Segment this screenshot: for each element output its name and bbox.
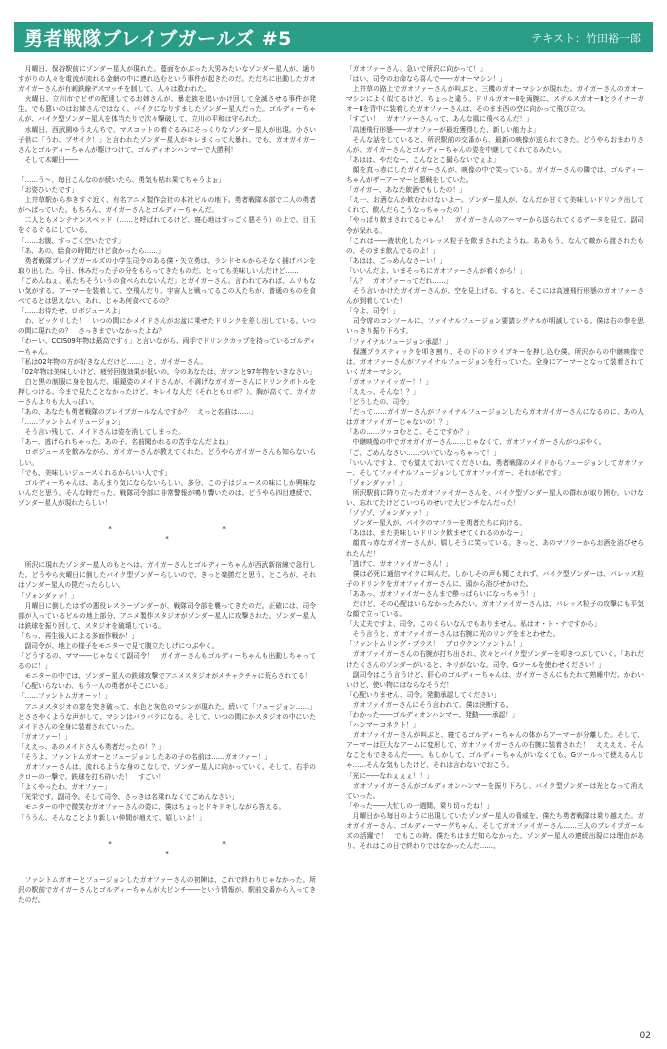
paragraph: 所沢駅前に降り立ったガオファイガーさんを、バイク型ゾンダー星人の群れが取り囲む。いけない、忘れてたけどこいつらのせいで大ピンチなんだった！ bbox=[346, 488, 644, 508]
paragraph: 「02年物は美味しいけど、疲労回復効果が低いの。今のあなたは、ガツンと97年物をいきなさい」 bbox=[18, 367, 316, 376]
paragraph: 僕は必死に通信マイクに叫んだ。しかしその声も聞こえれず、バイク型ゾンダーは、パレッス粒子のドリンクをガオファイガーさんに、頭から浴びせかけた。 bbox=[346, 569, 644, 588]
paragraph: 副司令はこう言うけど、肝心のゴルディーちゃんは、ガイガーさんにもたれて熟睡中だ。かわいいけど、使い物にはならなそうだ！ bbox=[346, 670, 644, 689]
paragraph: 保護プラスティックを叩き割り、その下のドライブキーを押し込む僕。所沢からの中継映像では、ガオファーさんがファイナルフュージョンを行っていた。全身にアーマーとなって装着されていくガオーマシン。 bbox=[346, 347, 644, 376]
paragraph: わ、ビックリした！ いつの間にかメイドさんがお盆に乗せたドリンクを差し出している。いつの間に現れたの？ さっきまでいなかったよね？ bbox=[18, 317, 316, 336]
paragraph: 「わーい、CCIS09年物は最高ですぅ」と言いながら、両手でドリンクカップを持っているゴルディーちゃん。 bbox=[18, 337, 316, 356]
paragraph: 「……お待たせ、ロボジュースよ」 bbox=[18, 307, 125, 316]
paragraph: 上井草駅から歩きすぐ近く、有名アニメ製作会社の本社ビルの地下。勇者戦隊本部で二人の勇者がへばっていた。もちろん、ガイガーさんとゴルディーちゃんだ。 bbox=[18, 196, 316, 215]
paragraph: そして木曜日―― bbox=[18, 155, 79, 164]
paragraph: 中継映像の中でガオガイガーさん……じゃなくて、ガオファイガーさんがつぶやく。 bbox=[346, 438, 606, 447]
paragraph-gap bbox=[18, 550, 316, 560]
paragraph: そう言うと、ガオファイガーさんは右腕に光のリングをまとわせた。 bbox=[346, 630, 560, 639]
paragraph: 「ゾゾゾ、ゾォンダァァ！」 bbox=[346, 509, 432, 518]
paragraph: 「ううん、そんなことより新しい仲間が増えて、嬉しいよ！」 bbox=[18, 813, 206, 822]
paragraph: 「ごめんねぇ、私たちそういうの食べられないんだ」とガイガーさん。言われてみれば、ムリもない気がする。アーマーを装着して、空飛んだり、宇宙人と戦ってるこの人たちが、普通のものを食べてるとは思えない。あれ、じゃあ何食べてるの？ bbox=[18, 276, 316, 306]
paragraph: 二人ともメンテナンスベッド（……と呼ばれてるけど、寝心地はすっごく悪そう）の上で、目玉をぐるぐるにしている。 bbox=[18, 216, 316, 235]
paragraph: 火曜日、立川市でピザの配達してるお姉さんが、暴走族を追いかけ回して全滅させる事件が発生。でも悪いのはお姉さんではなく、バイクになりすましたゾンダー星人だった。ゴルディーちゃんが、バイク型ゾンダー星人を体当たりで次々撃破して、立川の平和は守られた。 bbox=[18, 95, 316, 124]
paragraph: 「光に――なれぇぇぇ！！」 bbox=[346, 771, 433, 780]
page-title: 勇者戦隊ブレイブガールズ #5 bbox=[24, 28, 292, 50]
paragraph: 「ああっ、ガオファイガーさんまで酔っぱらいになっちゃう！」 bbox=[346, 589, 540, 598]
paragraph: 「やっぱり飲まされてるじゃん！ ガイガーさんのアーマーから送られてくるデータを見て、副司令が呆れる。 bbox=[346, 216, 644, 235]
paragraph: 「高速飛行形態――ガオファーが最近獲得した、新しい能力よ」 bbox=[346, 125, 540, 134]
paragraph: 「あの、あなたも勇者戦隊のブレイブガールなんですか？ えっと名前は……」 bbox=[18, 408, 258, 417]
paragraph: そう言い残して、メイドさんは姿を消してしまった。 bbox=[18, 428, 185, 437]
paragraph: 月曜日に倒したはずの悪役レスラーゾンダーが、戦隊司令部を襲ってきたのだ。正確には、司令部が入っているビルの地上部分、アニメ製作スタジオがゾンダー星人に攻撃された。ゾンダー星人は鉄球を振り回して、スタジオを破壊している。 bbox=[18, 601, 316, 630]
title-banner bbox=[14, 22, 653, 52]
paragraph: 「今よ、司令！」 bbox=[346, 307, 400, 316]
paragraph: 「逃げて、ガオファイガーさん！」 bbox=[346, 559, 453, 568]
paragraph: 「ファイナルフュージョン承認！」 bbox=[346, 337, 452, 346]
paragraph: 顔を真っ赤にしたガイガーさんが、映像の中で笑っている。ガイガーさんの隣では、ゴルディーちゃんがザーアーマーと悪戦をしていた。 bbox=[346, 165, 644, 185]
paragraph: ファントムガオーとフュージョンしたガオファーさんの初陣は、これで終わりじゃなかった。所沢の駅前でガイガーさんとゴルディーちゃんが大ピンチ――という情報が、駅前交番から入ってきたのだ。 bbox=[18, 875, 316, 905]
paragraph: 「あはは、やだなー、こんなとこ撮らないでぇよ」 bbox=[346, 155, 500, 164]
paragraph: 「え一、お酒なんか飲むわけないよー。ゾンダー星人が、なんだか甘くて美味しいドリンク出してくれて、飲んだらこうなっちゃったの！」 bbox=[346, 196, 644, 215]
paragraph: そんな話をしていると、所沢駅前の交番から、最新の映像が送られてきた。どうやらおまわりさんが、ガイガーさんとゴルディーちゃんの姿を中継してくれてるみたい。 bbox=[346, 135, 644, 154]
paragraph: 「すごい！ ガオファーさんって、あんな風に飛べるんだ！」 bbox=[346, 115, 533, 124]
paragraph: 「ゾォンダァァ！」 bbox=[18, 591, 78, 600]
paragraph: 「ええっ、そんな！？」 bbox=[346, 388, 420, 396]
author-credit: テキスト：竹田裕一郎 bbox=[531, 32, 641, 45]
paragraph: 「……ファントムガオーッ！」 bbox=[18, 692, 112, 701]
paragraph: 水曜日、西武園ゆうえんちで、マスコットの着ぐるみにそっくりなゾンダー星人が出現。小さい子供に「うわ、ブサイク！」と言われたゾンダー星人がキレまくって大暴れ。でも、ガオガイガーさんとゴルディーちゃんが駆けつけて、ゴルディオンハンマーで大勝利！ bbox=[18, 125, 316, 154]
paragraph: 白と黒の制服に身を包んだ、眼鏡姿のメイドさんが、不満げなガイガーさんにドリンクボトルを押しつける。今まで見たことなかったけど、キレイな人だ（それともロボ？）。胸が高くて、ガイガーさんよりも大人っぽい。 bbox=[18, 377, 316, 406]
paragraph: 「お姿ひいたです」 bbox=[18, 186, 79, 195]
paragraph: 「あの……ツッコむとこ、そこですか？」 bbox=[346, 428, 473, 437]
paragraph: 所沢に現れたゾンダー星人のもとへは、ガイガーさんとゴルディーちゃんが西武新宿線で急行した。どうやら火曜日に倒したバイク型ゾンダーらしいので、きっと楽勝だと思う。ところが、それはゾンダー星人の罠だったらしい。 bbox=[18, 561, 316, 590]
paragraph: ゾンダー星人が、パイクのマフラーを勇者たちに向ける。 bbox=[346, 519, 527, 528]
paragraph-gap bbox=[18, 508, 316, 518]
paragraph: 「……ファントムイリュージョン」 bbox=[18, 418, 125, 427]
paragraph: 「あー、逃げられちゃった。あの子、名前聞かれるの苦手なんだよね」 bbox=[18, 438, 232, 447]
paragraph: 「心配いらないわ、もう一人の勇者がそこにいる」 bbox=[18, 682, 172, 691]
paragraph: ゴルディーちゃんは、あんまり気にならないらしい。多分、この子はジュースの味にしか興味ないんだと思う。そんな時だった、戦隊司令部に非常警報が鳴り響いたのは。どうやら四目連続で、ゾンダー星人が現れたらしい！ bbox=[18, 478, 316, 507]
paragraph: 司令席のコンソールに、ファイナルフュージョン要請シグナルが明滅している。僕は右の拳を思いっきり振り下ろす。 bbox=[346, 317, 644, 336]
paragraph: ガオファイガーさんの右腕が打ち出され、次々とバイク型ゾンダーを叩きつぶしていく。「あれだけたくさんのゾンダーがいると、キリがないな。司令、Gツールを使わせください！」 bbox=[346, 650, 644, 669]
paragraph: 「これは――液状化したパレッス粒子を飲まされたようね。ああもう、なんて敵から渡されたもの、そのまま飲んでるのよ！」 bbox=[346, 236, 644, 255]
paragraph: 「ガオファー！」 bbox=[18, 732, 72, 741]
paragraph: 「はい、司令のお命なら喜んで――ガオーマシン！」 bbox=[346, 75, 507, 84]
paragraph: 上井草の路上でガオファーさんが叫ぶと、三機のガオーマシンが現れた。ガイガーさんのガオーマシンによく似てるけど、ちょっと違う。ドリルガオーⅡを両腕に、ステルスガオーⅡとライナーガオーⅡを背中に装着したガオファーさんは、そのまま西の空に向かって飛び立つ。 bbox=[346, 85, 644, 114]
paragraph: ロボジュースを飲みながら、ガイガーさんが教えてくれた。どうやらガイガーさんも知らないらしい。 bbox=[18, 448, 316, 467]
paragraph: 「ご、ごめんなさい……ついていなっちゃって！」 bbox=[346, 448, 500, 457]
section-break: * * * bbox=[108, 525, 337, 544]
paragraph: 「ガオッファイッガー！！」 bbox=[346, 377, 433, 386]
paragraph: モニターの中で微笑むガオファーさんの姿に、僕はちょっとドキドキしながら答える。 bbox=[18, 803, 286, 812]
paragraph: 「どうするの、ママ――じゃなくて副司令！ ガイガーさんもゴルディーちゃんも出動しちゃってるのに！」 bbox=[18, 652, 316, 671]
paragraph: ガオファイガーさんが叫ぶと、寝てるゴルディーちゃんの体からアーマーが分離した。そして、アーマーは巨大なアームに変形して、ガオファイガーさんの右腕に装着された！ ええええ、そんなこともできるんだ――。もしかして、ゴルディーちゃんがいなくても、Gツールって使えるんじゃ……そんな気もしたけど、それは言わないでおこう。 bbox=[346, 731, 644, 770]
paragraph: 「ガイガー、あなた飲酒でもしたの！」 bbox=[346, 186, 466, 195]
paragraph: 「やった――大忙しの一週間、乗り切ったね！」 bbox=[346, 801, 494, 810]
paragraph: そう言いかけたガイガーさんが、空を見上げる。すると、そこには高速飛行形態のガオファーさんが到着していた！ bbox=[346, 287, 644, 306]
paragraph: 副司令が、地上の様子をモニターで見て腹立たしげにつぶやく。 bbox=[18, 641, 219, 650]
paragraph: 「あ、あの、給食の時間だけど食かったら……」 bbox=[18, 246, 165, 255]
page-number: 02 bbox=[639, 1031, 651, 1041]
paragraph: 「ちっ、再生後人による多面作戦か！」 bbox=[18, 631, 139, 640]
paragraph: 勇者戦隊ブレイブガールズの小学生司令のある僕・矢立勇は、ランドセルからそなく捕げパンを取り出した。今日、休みだった子の分をもらってきたものだ。とっても美味しいんだけど…… bbox=[18, 256, 316, 275]
paragraph: ガオファイガーさんにそう言われて、僕は決断する。 bbox=[346, 700, 513, 709]
paragraph: 「いいんだよ、いまそっちにガオファーさんが着くから！」 bbox=[346, 266, 527, 275]
paragraph: 月曜日から毎日のように出現していたゾンダー星人の脅威を、僕たち勇者戦隊は乗り越えた。ガオガイガーさん、ゴルディーマーグちゃん、そしてガオファイガーさん……三人のブレイブガールズの活躍で！ でもこの時、僕たちはまだ知らなかった。ゾンダー星人の連続出現には理由があり、それはこの日で終わりではなかったんだ……。 bbox=[346, 811, 644, 851]
paragraph: 「……お腹、すっごく空いたです」 bbox=[18, 236, 125, 245]
paragraph: 「ええっ、あのメイドさんも勇者だったの！？」 bbox=[18, 742, 165, 751]
paragraph: アニメスタジオの窓を突き破って、水色と灰色のマシンが現れた。続いて「フュージョン……」とささやくような声がして、マシンはバラバラになる。そして、いつの間にかスタジオの中にいたメイドさんの全身に装着されていった。 bbox=[18, 702, 316, 731]
paragraph: 「ファントムリング・プラス！ ブロウクンファントム！」 bbox=[346, 640, 526, 649]
paragraph-gap bbox=[18, 165, 316, 175]
paragraph: 「ゾォンダァァ！」 bbox=[346, 478, 406, 487]
paragraph: ガオファーさんは、流れるような身のこなしで、ゾンダー星人に向かっていく。そして、右手のクローの一撃で、鉄球を打ち砕いた！ すごい！ bbox=[18, 763, 316, 782]
paragraph: 「そうよ、ファントムガオーとフュージョンしたあの子の名前は……ガオファー！」 bbox=[18, 753, 272, 761]
paragraph: 顔真っ赤なガイガーさんが、嬉しそうに笑っている。きっと、あのマフラーからお酒を浴びせられたんだ！ bbox=[346, 539, 644, 558]
paragraph: 「ガオファーさん、急いで所沢に向かって！」 bbox=[346, 65, 487, 73]
paragraph: ガオファイガーさんがゴルディオンハンマーを振り下ろし、バイク型ゾンダーは光となって消えていった。 bbox=[346, 781, 644, 800]
paragraph: 「どうしたの、司令」 bbox=[346, 398, 413, 407]
paragraph: 月曜日、保谷駅前にゾンダー星人が現れた。蔓面をかぶった大男みたいなゾンダー星人が、通りすがりの人々を電流が流れる金網の中に連れ込むという事件が起きたのだ。ただちに出動したガオガイガーさんが有刺鉄線デスマッチを制して、人々は救われた。 bbox=[18, 65, 316, 94]
paragraph: 「……う～、毎日こんなのが続いたら、勇気も枯れ果てちゃうよぉ」 bbox=[18, 175, 226, 184]
paragraph: 「よくやったわ、ガオファー」 bbox=[18, 783, 112, 792]
paragraph: 「私は02年物の方が好きなんだけど……」と、ガイガーさん。 bbox=[18, 357, 208, 366]
paragraph: 「だって……ガイガーさんがファイナルフュージョンしたらガオガイガーさんになるのに、あの人はガオファイガーじゃないの！？」 bbox=[346, 408, 644, 427]
paragraph: モニターの中では、ゾンダー星人の鉄球攻撃でアニメスタジオがメチャクチャに荒らされてる！ bbox=[18, 672, 312, 681]
paragraph: 「大丈夫ですよ、司令。このくらいなんでもありません。私はオ・ト・ナですから」 bbox=[346, 620, 601, 629]
paragraph: 「あはは、ごっめんなさーい！」 bbox=[346, 256, 447, 265]
paragraph-gap bbox=[18, 865, 316, 875]
paragraph-gap bbox=[18, 823, 316, 833]
section-break: * * * bbox=[108, 839, 337, 858]
paragraph: 「わかった――ゴルディオンハンマー、発動――承認！」 bbox=[346, 711, 519, 719]
paragraph: 「でも、美味しいジュースくれるからいい人です」 bbox=[18, 468, 172, 477]
left-text-column bbox=[18, 64, 337, 1024]
paragraph: 「心配いりません、司令。発動承認してください」 bbox=[346, 690, 501, 699]
paragraph: 「ん？ ガオファーってだれ……」 bbox=[346, 276, 453, 285]
right-text-column bbox=[346, 64, 644, 1024]
paragraph: 「光栄です、副司令。そして司令、さっきは名乗れなくてごめんなさい」 bbox=[18, 793, 239, 802]
paragraph: 「あはは、また美味しいドリンク飲ませてくれるのかなー」 bbox=[346, 529, 527, 538]
paragraph: 「いいんですよ、でも覚えておいてくださいね。勇者戦隊のメイドからフュージョンしてガオファー、そしてファイナルフュージョンしてガオファイガー、それが私です」 bbox=[346, 458, 644, 477]
paragraph: だけど、その心配はいらなかったみたい。ガオファイガーさんは、パレッス粒子の攻撃にも平気な顔で立っている。 bbox=[346, 599, 644, 619]
paragraph: 「ハンマーコネクト！」 bbox=[346, 721, 420, 730]
